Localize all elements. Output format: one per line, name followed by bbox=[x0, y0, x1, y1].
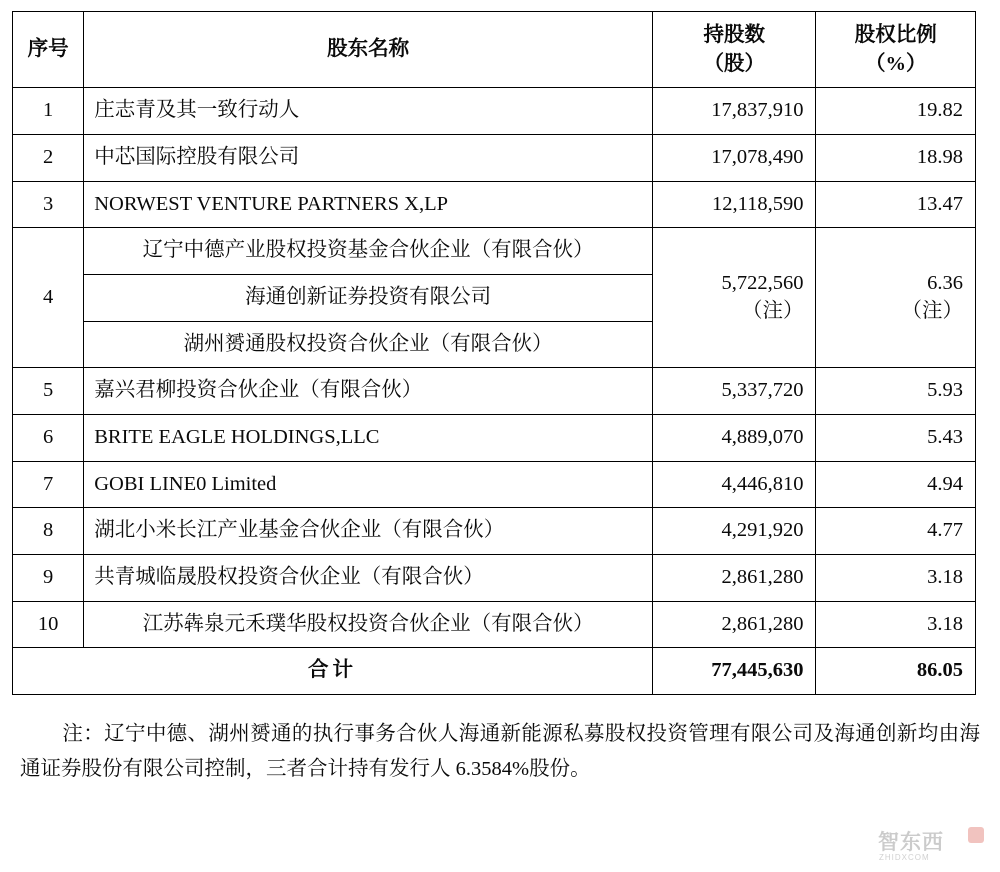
header-cell-shares bbox=[652, 12, 816, 88]
header-shares-block bbox=[653, 12, 816, 87]
table-row-grouped bbox=[13, 228, 976, 368]
row-shares: 5,722,560 bbox=[721, 272, 804, 295]
header-pct-line2: （%） bbox=[864, 52, 927, 75]
list-item: 湖州赟通股权投资合伙企业（有限合伙） bbox=[183, 332, 553, 355]
header-cell-pct bbox=[816, 12, 976, 88]
row-index: 7 bbox=[42, 472, 54, 495]
row-pct-cell bbox=[816, 555, 976, 602]
row-name-cell bbox=[84, 461, 653, 508]
row-index: 3 bbox=[42, 192, 54, 215]
header-shares-line2: （股） bbox=[703, 52, 765, 75]
row-pct-cell bbox=[816, 415, 976, 462]
row-shares-cell bbox=[652, 135, 816, 182]
watermark-box bbox=[878, 824, 986, 862]
row-shares-block bbox=[653, 261, 816, 334]
row-shares: 17,837,910 bbox=[711, 99, 804, 122]
row-pct-cell bbox=[816, 368, 976, 415]
table-row bbox=[13, 461, 976, 508]
row-pct-cell bbox=[816, 181, 976, 228]
header-name-label: 股东名称 bbox=[327, 37, 410, 60]
row-name-cell bbox=[84, 181, 653, 228]
row-index: 9 bbox=[42, 566, 54, 589]
table-row bbox=[13, 555, 976, 602]
row-index-cell bbox=[13, 135, 84, 182]
row-index-cell bbox=[13, 228, 84, 368]
row-index: 1 bbox=[42, 99, 54, 122]
row-shares-cell bbox=[652, 415, 816, 462]
row-shares: 2,861,280 bbox=[721, 566, 804, 589]
table-row bbox=[13, 368, 976, 415]
table-total-row bbox=[13, 648, 976, 695]
header-pct-block bbox=[816, 12, 975, 87]
row-shares-cell bbox=[652, 508, 816, 555]
row-shares: 12,118,590 bbox=[711, 192, 804, 215]
total-pct-cell bbox=[816, 648, 976, 695]
total-shares-cell bbox=[652, 648, 816, 695]
list-item: 海通创新证券投资有限公司 bbox=[84, 275, 652, 322]
row-index: 10 bbox=[37, 612, 59, 635]
total-shares: 77,445,630 bbox=[711, 659, 804, 682]
row-shares-cell bbox=[652, 181, 816, 228]
watermark bbox=[878, 824, 986, 862]
table-row bbox=[13, 601, 976, 648]
row-shares-note: （注） bbox=[741, 299, 804, 322]
row-pct-cell bbox=[816, 508, 976, 555]
row-name: GOBI LINE0 Limited bbox=[94, 472, 277, 495]
row-pct-cell bbox=[816, 88, 976, 135]
row-name: 中芯国际控股有限公司 bbox=[94, 146, 300, 169]
row-pct-cell bbox=[816, 601, 976, 648]
row-name-group-cell bbox=[84, 228, 653, 368]
row-pct: 5.93 bbox=[927, 379, 963, 402]
table-row bbox=[13, 88, 976, 135]
row-shares: 4,889,070 bbox=[721, 426, 804, 449]
row-index-cell bbox=[13, 508, 84, 555]
row-name: 江苏犇泉元禾璞华股权投资合伙企业（有限合伙） bbox=[142, 612, 594, 635]
row-name: BRITE EAGLE HOLDINGS,LLC bbox=[94, 426, 380, 449]
row-pct-cell bbox=[816, 461, 976, 508]
row-index-cell bbox=[13, 415, 84, 462]
row-pct-note: （注） bbox=[901, 299, 963, 322]
row-pct: 13.47 bbox=[916, 192, 963, 215]
table-row bbox=[13, 181, 976, 228]
row-index-cell bbox=[13, 555, 84, 602]
shareholders-table bbox=[12, 11, 976, 695]
row-pct-cell bbox=[816, 135, 976, 182]
watermark-subtext: ZHIDXCOM bbox=[879, 853, 930, 862]
row-shares-cell bbox=[652, 555, 816, 602]
watermark-text: 智东西 bbox=[878, 831, 944, 854]
row-pct-cell bbox=[816, 228, 976, 368]
watermark-logo-icon bbox=[968, 827, 984, 843]
row-index: 6 bbox=[42, 426, 54, 449]
row-shares: 2,861,280 bbox=[721, 612, 804, 635]
row-index-cell bbox=[13, 601, 84, 648]
row-index: 5 bbox=[42, 379, 54, 402]
grouped-name-list bbox=[84, 228, 652, 367]
total-label-cell bbox=[13, 648, 653, 695]
row-pct: 4.77 bbox=[927, 519, 963, 542]
row-name-cell bbox=[84, 508, 653, 555]
row-index-cell bbox=[13, 368, 84, 415]
row-name: 嘉兴君柳投资合伙企业（有限合伙） bbox=[94, 379, 423, 402]
total-label: 合计 bbox=[307, 659, 357, 682]
row-index-cell bbox=[13, 181, 84, 228]
row-shares-cell bbox=[652, 601, 816, 648]
header-cell-index bbox=[13, 12, 84, 88]
table-row bbox=[13, 415, 976, 462]
total-pct: 86.05 bbox=[916, 659, 963, 682]
header-shares-line1: 持股数 bbox=[703, 24, 765, 46]
footnote-text: 注：辽宁中德、湖州赟通的执行事务合伙人海通新能源私募股权投资管理有限公司及海通创新均由海通证券股份有限公司控制，三者合计持有发行人 6.3584%股份。 bbox=[20, 723, 980, 781]
footnote bbox=[20, 717, 980, 788]
table-row bbox=[13, 135, 976, 182]
row-pct: 4.94 bbox=[927, 472, 963, 495]
list-item: 辽宁中德产业股权投资基金合伙企业（有限合伙） bbox=[84, 228, 652, 275]
row-name: NORWEST VENTURE PARTNERS X,LP bbox=[94, 192, 448, 215]
row-pct: 6.36 bbox=[927, 272, 963, 295]
row-index: 8 bbox=[42, 519, 54, 542]
header-pct-line1: 股权比例 bbox=[854, 24, 937, 46]
row-index: 2 bbox=[42, 146, 54, 169]
row-name-cell bbox=[84, 555, 653, 602]
row-pct: 19.82 bbox=[916, 99, 963, 122]
row-name-cell bbox=[84, 415, 653, 462]
row-name: 共青城临晟股权投资合伙企业（有限合伙） bbox=[94, 566, 484, 589]
row-pct: 3.18 bbox=[927, 566, 963, 589]
row-name: 湖北小米长江产业基金合伙企业（有限合伙） bbox=[94, 519, 505, 542]
row-name-cell bbox=[84, 601, 653, 648]
document-page bbox=[0, 11, 1000, 872]
row-pct: 5.43 bbox=[927, 426, 963, 449]
row-shares-cell bbox=[652, 228, 816, 368]
table-header-row bbox=[13, 12, 976, 88]
row-pct: 3.18 bbox=[927, 612, 963, 635]
row-shares: 4,446,810 bbox=[721, 472, 804, 495]
row-index-cell bbox=[13, 461, 84, 508]
row-index-cell bbox=[13, 88, 84, 135]
row-index: 4 bbox=[42, 286, 54, 309]
row-name-cell bbox=[84, 135, 653, 182]
row-shares-cell bbox=[652, 88, 816, 135]
row-shares-cell bbox=[652, 461, 816, 508]
row-shares: 4,291,920 bbox=[721, 519, 804, 542]
row-pct-block bbox=[816, 261, 975, 334]
row-pct: 18.98 bbox=[916, 146, 963, 169]
row-name: 庄志青及其一致行动人 bbox=[94, 99, 300, 122]
table-row bbox=[13, 508, 976, 555]
row-name-cell bbox=[84, 88, 653, 135]
header-index-label: 序号 bbox=[27, 37, 69, 60]
row-shares: 17,078,490 bbox=[711, 146, 804, 169]
row-name-cell bbox=[84, 368, 653, 415]
header-cell-name bbox=[84, 12, 653, 88]
row-shares-cell bbox=[652, 368, 816, 415]
row-shares: 5,337,720 bbox=[721, 379, 804, 402]
